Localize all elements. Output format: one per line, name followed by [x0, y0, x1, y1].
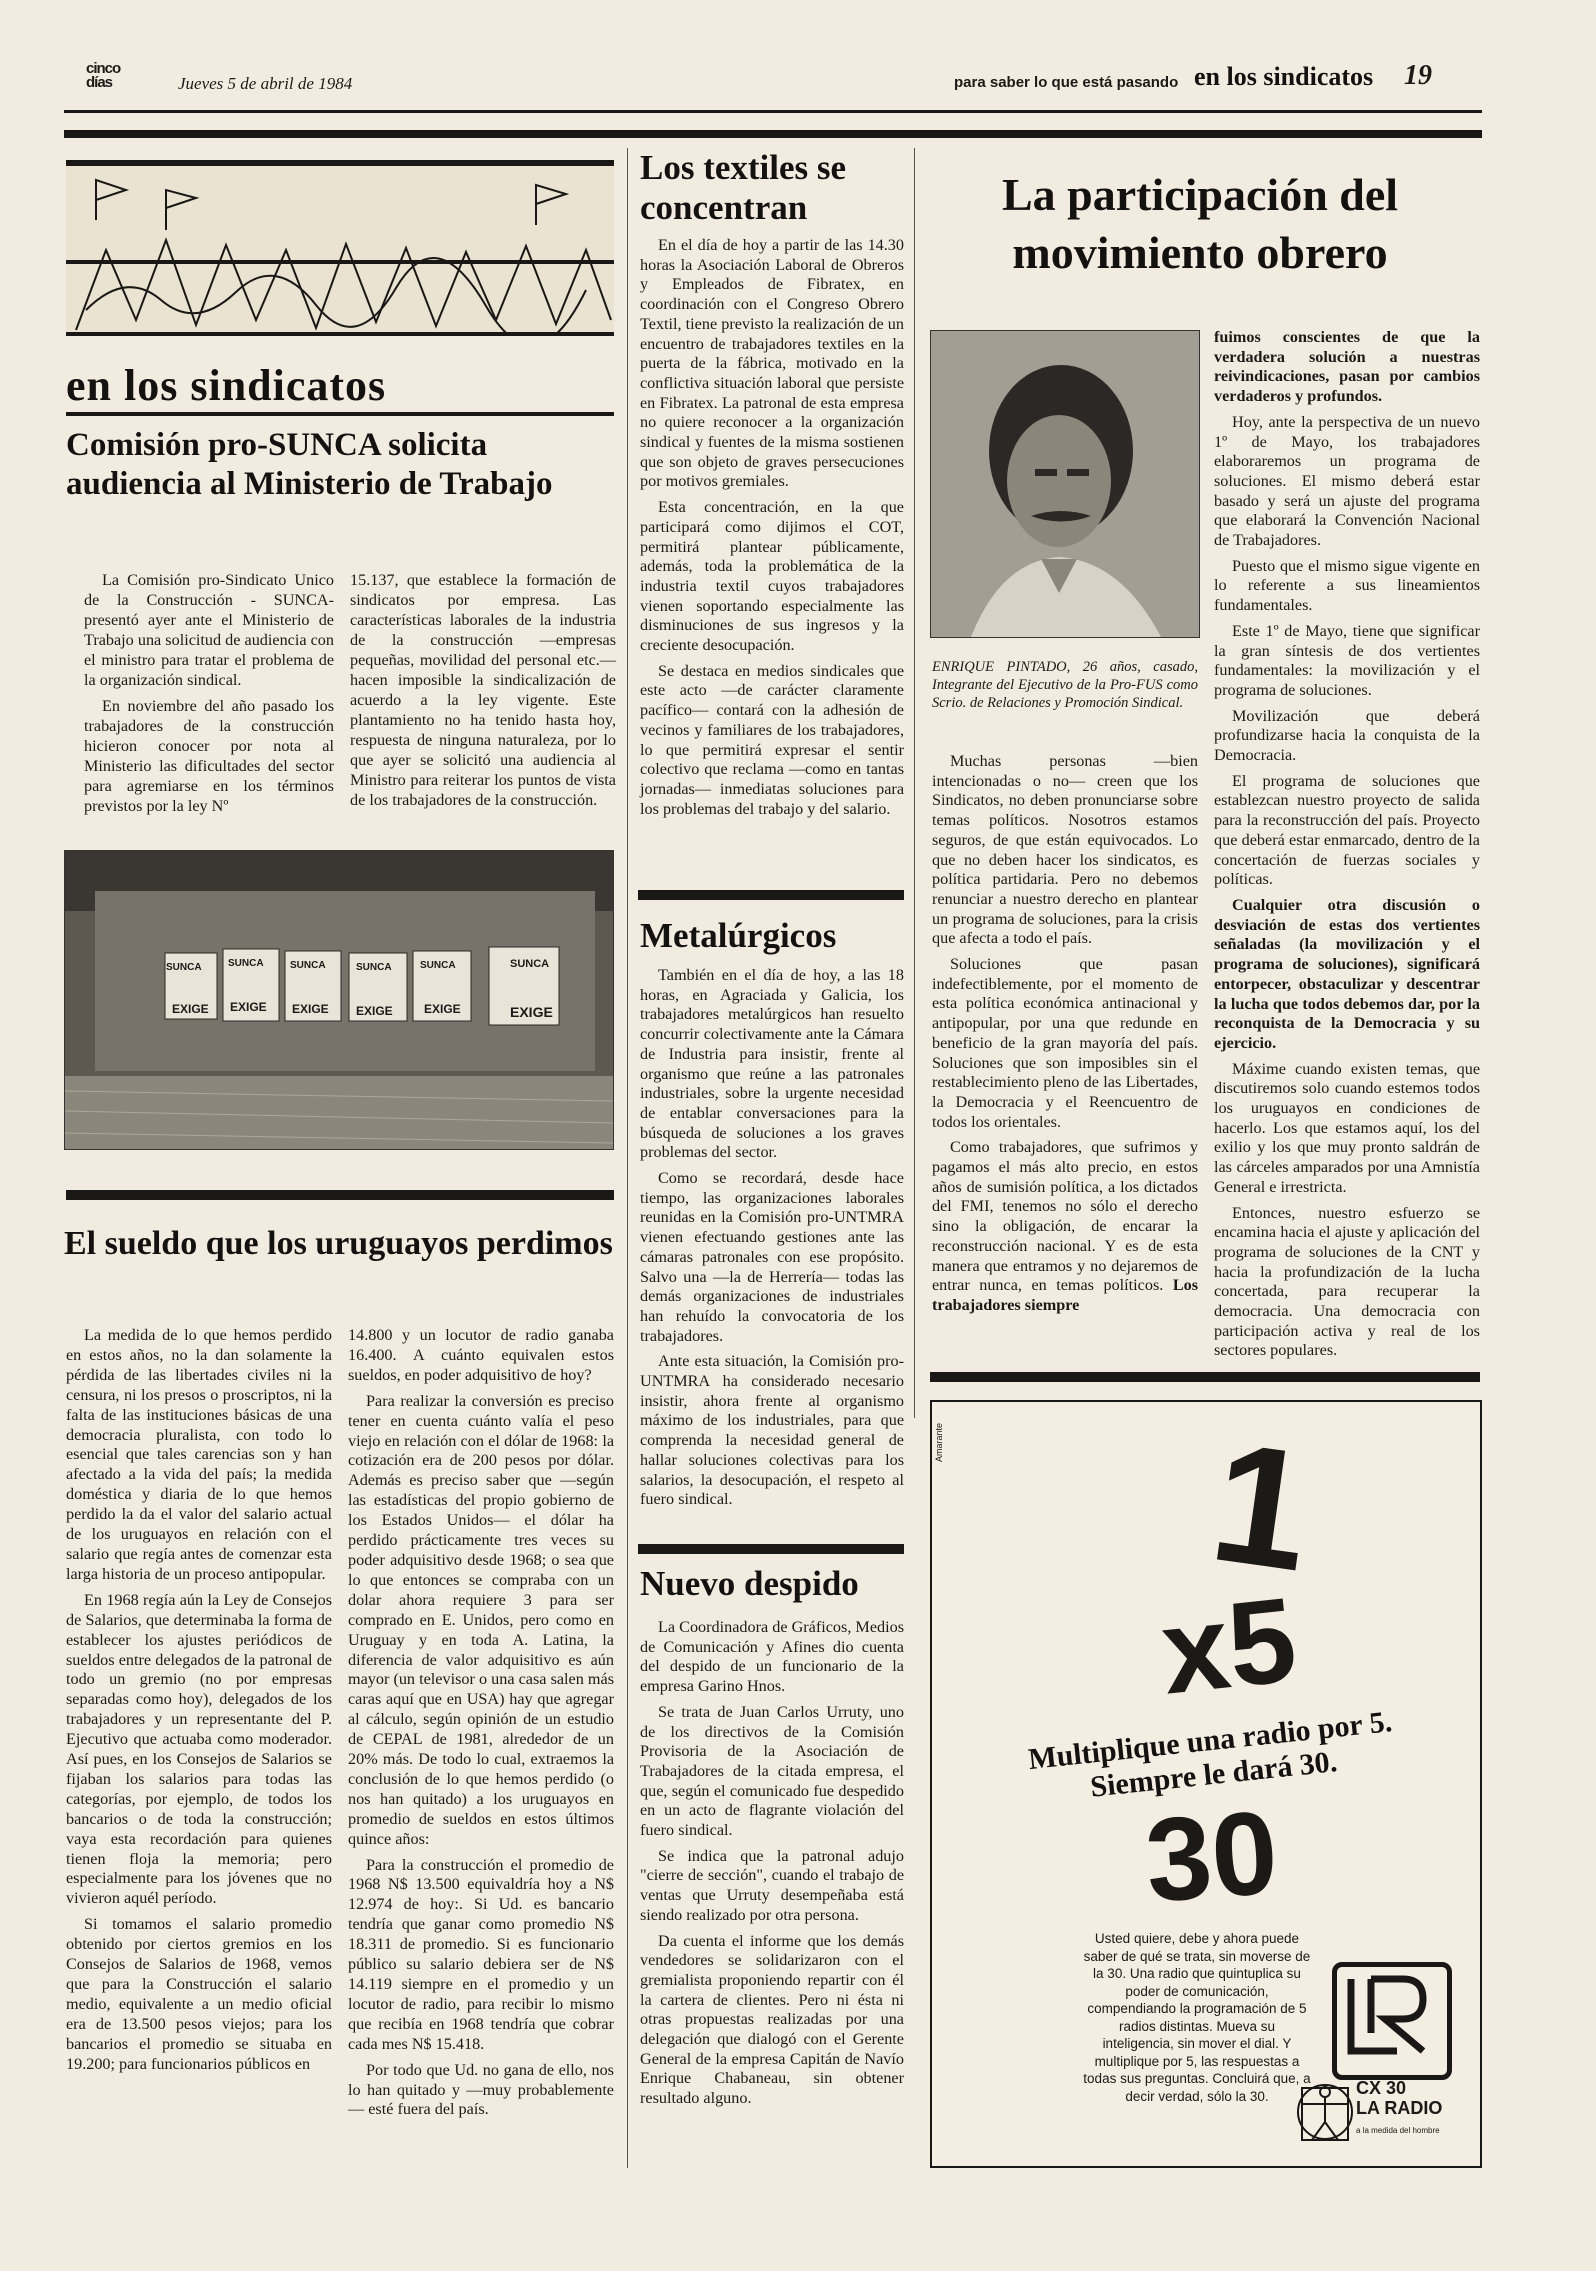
sueldo-col-1: La medida de lo que hemos perdido en estos años, no la dan solamente la pérdida de las libertades civiles ni la censura, ni los presos o proscriptos, ni la falta de las instituciones básicas de una democracia pluralista, con todo lo esencial que tales carencias son y han afectado a la vida del país; la medida doméstica y diaria de lo que hemos perdido la da el valor del salario actual de los uruguayos en relación con el salario que regía antes de comenzar esta larga historia de un proceso antipopular. En 1968 regía aún la Ley de Consejos de Salarios, que determinaba la forma de establecer los ajustes periódicos de sueldos entre delegados de la patronal de todo un gremio (no por empresas separadas como hoy), delegados de los trabajadores y un representante del P. Ejecutivo que actuaba como moderador. Así pues, en los Consejos de Salarios se fijaban los salarios para todas las categorías, por ejemplo, de todos los bancarios o de toda la construcción; vaya esta recordación para quienes tienen floja la memoria; pero especialmente para los jóvenes que no vivieron aquél período. Si tomamos el salario promedio obtenido por ciertos gremios en los Consejos de Salarios de 1968, vemos que para la Construcción el salario medio, equivalente a un medio oficial era de 13.500 pesos viejos; para los bancarios el promedio se situaba en 19.200; para funcionarios públicos en [66, 1326, 332, 2073]
ad-times-five: x5 [1155, 1572, 1303, 1720]
poster-label: EXIGE [230, 1000, 267, 1014]
radio-brand-line1: CX 30 [1356, 2078, 1407, 2098]
radio-advertisement [930, 1400, 1482, 2168]
ad-credit: Amarante [934, 1422, 944, 1462]
portrait-photo [930, 330, 1200, 638]
poster-label: EXIGE [356, 1004, 393, 1018]
poster-label: EXIGE [510, 1004, 553, 1020]
poster-label: EXIGE [424, 1002, 461, 1016]
header-tagline: para saber lo que está pasando [954, 74, 1179, 91]
sueldo-col-2: 14.800 y un locutor de radio ganaba 16.400. A cuánto equivalen estos sueldos, en poder adquisitivo de hoy? Para realizar la conversión es preciso tener en cuenta cuánto valía el peso viejo en relación con el dólar de 1968: la cotización era de 200 pesos por dólar. Además es preciso saber que —según las estadísticas del propio gobierno de los Estados Unidos— el dólar ha perdido prácticamente tres veces su poder adquisitivo desde 1968; o sea que lo que entonces se compraba con un dolar ahora requiere 3 para ser comprado en E. Unidos, pero como en Uruguay y en toda A. Latina, la diferencia de valor adquisitivo es aún mayor (un televisor o una casa salen más caras aquí que en USA) hay que agregar al cálculo, según opinión de un estudio de CEPAL de 1981, alrededor de un 20% más. De todo lo cual, extraemos la conclusión de lo que hemos perdido (o nos han quitado) a los uruguayos en promedio de sueldos en estos últimos quince años: Para la construcción el promedio de 1968 N$ 13.500 equivaldría hoy a N$ 12.974 de hoy:. Si Ud. es bancario tendría que ganar como promedio N$ 18.311 de promedio. Si es funcionario público su salario debiera ser de N$ 14.119 siempre en el promedio y un locutor de radio, para recibir lo mismo que recibía en 1968 tendría que cobrar cada mes N$ 15.418. Por todo que Ud. no gana de ello, nos lo han quitado y —muy probablemente— esté fuera del país. [348, 1326, 614, 2119]
participacion-col-right: fuimos conscientes de que la verdadera solución a nuestras reivindicaciones, pasan por cambios verdaderos y profundos. Hoy, ante la perspectiva de un nuevo 1º de Mayo, los trabajadores elaboraremos un programa de soluciones. El mismo deberá estar basado y será un ajuste del programa que elaborará la Convención Nacional de Trabajadores. Puesto que el mismo sigue vigente en lo referente a sus lineamientos fundamentales. Este 1º de Mayo, tiene que significar la gran síntesis de dos vertientes fundamentales: la movilización y el programa de soluciones. Movilización que deberá profundizarse hacia la conquista de la Democracia. El programa de soluciones que establezcan nuestro proyecto de salida para la reconstrucción del país. Proyecto que deberá estar enmarcado, dentro de la concertación de fuerzas sociales y políticas. Cualquier otra discusión o desviación de estas dos vertientes señaladas (la movilización y el programa de soluciones), significará entorpecer, obstaculizar y descentrar la lucha que todos debemos dar, por la reconquista de la Democracia y su ejercicio. Máxime cuando existen temas, que discutiremos solo cuando estemos todos los uruguayos en condiciones de hacerlo. Los que estamos aquí, los del exilio y los que muy pronto saldrán de las cárceles amparados por una Amnistía General e irrestricta. Entonces, nuestro esfuerzo se encamina hacia el ajuste y aplicación del programa de soluciones de la CNT y hacia la profundización de la lucha concertada, para recuperar la democracia. Una democracia con participación activa y real de los sectores populares. [1214, 328, 1480, 1360]
textiles-body: En el día de hoy a partir de las 14.30 horas la Asociación Laboral de Obreros y Empleados de Fibratex, en coordinación con el Congreso Obrero Textil, tiene previsto la realización de un encuentro de trabajadores textiles en la puerta de la fábrica, motivado en la conflictiva situación laboral que persiste en Fibratex. La patronal de esta empresa no quiere reconocer a la organización sindical y fuentes de la misma sostienen que son objeto de graves persecuciones por motivos gremiales. Esta concentración, en la que participará como dijimos el COT, permitirá plantear públicamente, además, toda la problemática de la industria textil cuyos trabajadores vienen soportando especialmente las disminuciones de sus ingresos y la creciente desocupación. Se destaca en medios sindicales que este acto —de carácter claramente pacífico— contará con la adhesión de vecinos y familiares de los trabajadores, lo que permitirá expresar el sentir colectivo que reclama —como en tantas jornadas— inmediatas soluciones para los problemas del trabajo y del salario. [640, 236, 904, 818]
ad-big-thirty: 30 [1141, 1786, 1282, 1928]
textiles-headline: Los textiles se concentran [640, 148, 847, 227]
bold-text: Los trabajadores siempre [932, 1276, 1199, 1314]
metalurgicos-body: También en el día de hoy, a las 18 horas, en Agraciada y Galicia, los trabajadores metalúrgicos han resuelto concurrir colectivamente ante la Cámara de Industria para insistir, frente al organismo que reúne a las patronales industriales, sobre la urgente necesidad de entablar conversaciones para la búsqueda de soluciones a los graves problemas del sector. Como se recordará, desde hace tiempo, las organizaciones laborales reunidas en la Comisión pro-UNTMRA vienen efectuando gestiones ante las cámaras patronales con ese propósito. Salvo una —la de Herrería— todas las demás organizaciones de industriales han rehuído la convocatoria de los trabajadores. Ante esta situación, la Comisión pro-UNTMRA ha considerado necesario insistir, ahora frente al organismo máximo de los industriales, para que comprenda la necesidad general de hallar soluciones colectivas para los salarios, la desocupación, el respeto al fuero sindical. [640, 966, 904, 1509]
article-rule [930, 1372, 1480, 1382]
sueldo-headline: El sueldo que los uruguayos perdimos [64, 1225, 613, 1262]
participacion-col-left: Muchas personas —bien intencionadas o no— creen que los Sindicatos, no deben pronunciarse sobre temas políticos. Nosotros estamos seguros, de que están equivocados. Lo que no deben hacer los sindicatos, es política partidaria. Pero no debemos renunciar a nuestro derecho en plantear un programa de soluciones, para la crisis que afecta a todo el país. Soluciones que pasan indefectiblemente, por el momento de esta política económica antinacional y antipopular, por una que redunde en beneficio de la gran mayoría del país. Soluciones que son imposibles sin el restablecimiento pleno de las Libertades, la Democracia y el Reencuentro de todos los orientales. Como trabajadores, que sufrimos y pagamos el más alto precio, en estos años de sumisión política, a los dictados del FMI, tenemos no sólo el derecho sino la obligación, de encarar la reconstrucción nacional. Y es de esta manera que entramos y no dejaremos de entrar nunca, en temas políticos. Los trabajadores siempre [932, 752, 1199, 1314]
portrait-caption: ENRIQUE PINTADO, 26 años, casado, Integrante del Ejecutivo de la Pro-FUS como Scrio. de Relaciones y Promoción Sindical. [932, 659, 1198, 711]
participacion-headline: La participación del movimiento obrero [1001, 169, 1399, 278]
ad-headline: Multiplique una radio por 5. Siempre le dará 30. [1026, 1705, 1394, 1804]
radio-brand-line2: LA RADIO [1356, 2098, 1443, 2118]
article-rule [638, 1544, 904, 1554]
metalurgicos-headline: Metalúrgicos [640, 916, 837, 955]
header-section: en los sindicatos [1194, 62, 1374, 91]
page-number: 19 [1404, 60, 1432, 91]
poster-label: EXIGE [292, 1002, 329, 1016]
sunca-col-2: 15.137, que establece la formación de sindicatos por empresa. Las características laborales de la industria de la construcción —empresas pequeñas, movilidad del personal etc.— hacen imposible la sindicalización de acuerdo a la ley vigente. Este plantamiento no ha tenido hasta hoy, respuesta de ninguna naturaleza, por lo que ayer se solicitó una audiencia al Ministro para reiterar los puntos de vista de los trabajadores de la construcción. [350, 571, 616, 809]
radio-tagline: a la medida del hombre [1356, 2126, 1440, 2135]
poster-label: SUNCA [420, 960, 456, 971]
section-banner: en los sindicatos [66, 361, 387, 410]
column-divider [627, 148, 628, 2168]
radio-logo [1332, 1962, 1452, 2080]
issue-date: Jueves 5 de abril de 1984 [178, 74, 353, 93]
vitruvian-man-icon [1296, 2074, 1354, 2148]
poster-label: EXIGE [172, 1002, 209, 1016]
masthead-logo: cinco días [86, 60, 121, 91]
sunca-posters-photo [64, 850, 614, 1150]
poster-label: SUNCA [356, 962, 392, 973]
header-rule [64, 110, 1482, 113]
article-rule [638, 890, 904, 900]
despido-body: La Coordinadora de Gráficos, Medios de Comunicación y Afines dio cuenta del despido de un funcionario de la empresa Garino Hnos. Se trata de Juan Carlos Urruty, uno de los directivos de la Comisión Provisoria de la Asociación de Trabajadores de la citada empresa, el que, según el comunicado fue despedido en un acto de flagrante violación del fuero sindical. Se indica que la patronal adujo "cierre de sección", cuando el trabajo de ventas que Urruty desempeñaba está siendo realizado por otra persona. Da cuenta el informe que los demás vendedores se solidarizaron con el gremialista proponiendo repartir con él la cartera de clientes. Pero ni ésta ni otras propuestas realizadas por una delegación que dialogó con el Gerente General de la empresa Capitán de Navío Enrique Chabaneau, sin obtener resultado alguno. [640, 1618, 904, 2108]
column-divider [914, 148, 915, 1418]
sunca-col-1: La Comisión pro-Sindicato Unico de la Construcción - SUNCA- presentó ayer ante el Ministerio de Trabajo una solicitud de audiencia con el ministro para tratar el problema de la organización sindical. En noviembre del año pasado los trabajadores de la construcción hicieron conocer por nota al Ministerio las dificultades del sector para agremiarse en los términos previstos por la ley Nº [84, 571, 334, 815]
ad-body: Usted quiere, debe y ahora puede saber de qué se trata, sin moverse de la 30. Una radio que quintuplica su poder de comunicación, compendiando la programación de 5 radios distintas. Mueva su inteligencia, sin mover el dial. Y multiplique por 5, las respuestas a todas sus preguntas. Concluirá que, a decir verdad, sólo la 30. [1083, 1931, 1311, 2104]
poster-label: SUNCA [290, 960, 326, 971]
poster-label: SUNCA [510, 958, 550, 970]
banner-rule [66, 412, 614, 416]
despido-headline: Nuevo despido [640, 1564, 859, 1603]
poster-label: SUNCA [228, 958, 264, 969]
header-rule-thick [64, 130, 1482, 138]
article-rule [66, 1190, 614, 1200]
poster-label: SUNCA [166, 962, 202, 973]
sunca-headline: Comisión pro-SUNCA solicita audiencia al Ministerio de Trabajo [66, 427, 553, 502]
ad-big-one: 1 [1201, 1406, 1322, 1608]
banner-illustration [66, 160, 614, 336]
